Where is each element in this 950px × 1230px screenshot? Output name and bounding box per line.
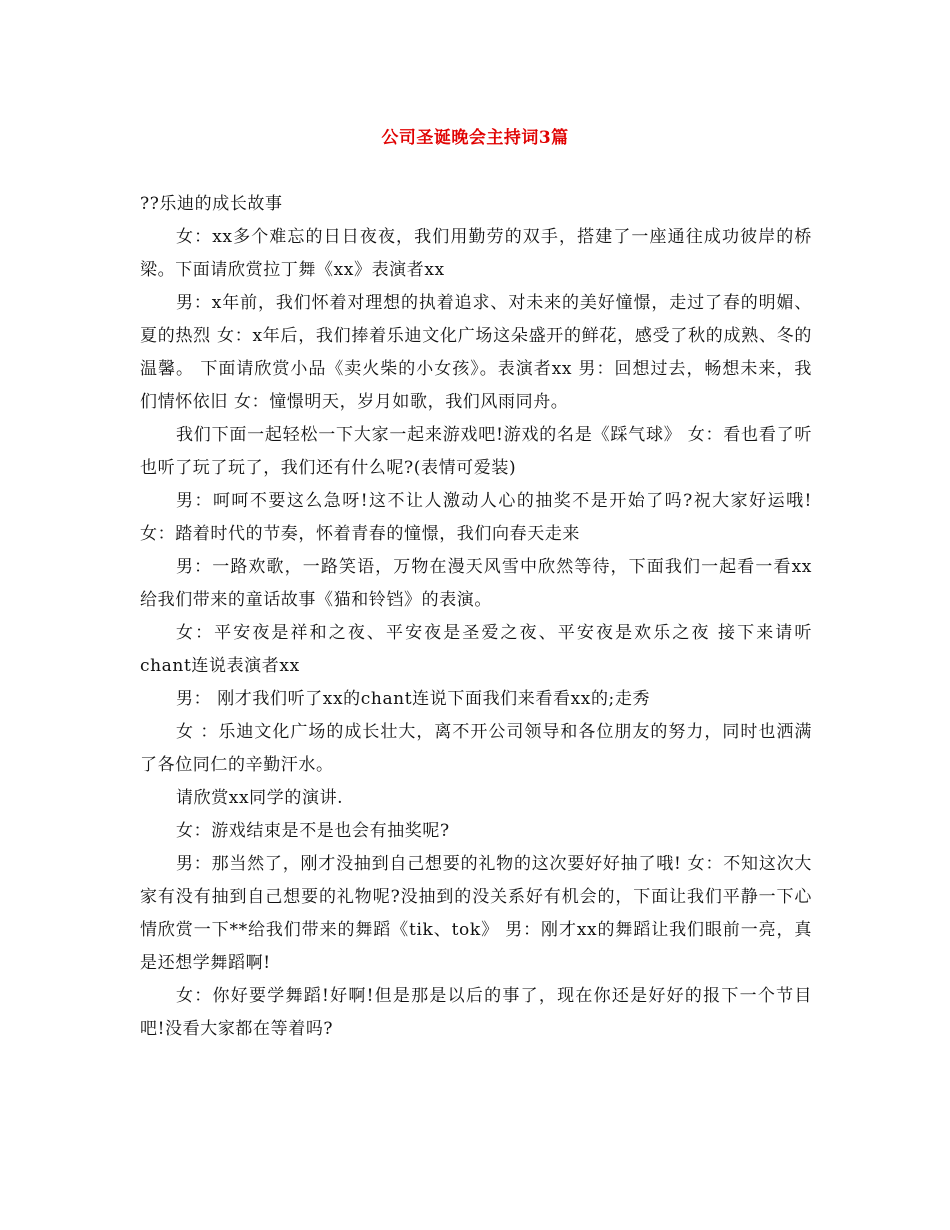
document-body [140,188,812,1046]
paragraph: 女：游戏结束是不是也会有抽奖呢? [176,821,450,841]
paragraph: 男： 刚才我们听了xx的chant连说下面我们来看看xx的;走秀 [176,689,651,709]
paragraph: 女 ：乐迪文化广场的成长壮大，离不开公司领导和各位朋友的努力，同时也洒满了各位同仁的辛勤汗水。 [140,722,812,775]
paragraph: 男：呵呵不要这么急呀!这不让人激动人心的抽奖不是开始了吗?祝大家好运哦! 女：踏着时代的节奏，怀着青春的憧憬，我们向春天走来 [140,491,812,544]
paragraph: 女：xx多个难忘的日日夜夜，我们用勤劳的双手，搭建了一座通往成功彼岸的桥梁。下面请欣赏拉丁舞《xx》表演者xx [140,227,812,280]
paragraph: 男：一路欢歌，一路笑语，万物在漫天风雪中欣然等待，下面我们一起看一看xx给我们带来的童话故事《猫和铃铛》的表演。 [140,557,812,610]
paragraph: ??乐迪的成长故事 [140,194,283,214]
paragraph: 男：x年前，我们怀着对理想的执着追求、对未来的美好憧憬，走过了春的明媚、夏的热烈 女：x年后，我们捧着乐迪文化广场这朵盛开的鲜花，感受了秋的成熟、冬的温馨。 下面请欣赏小品《卖火柴的小女孩》。表演者xx 男：回想过去，畅想未来，我们情怀依旧 女：憧憬明天，岁月如歌，我们风雨同舟。 [140,293,812,412]
paragraph: 男：那当然了，刚才没抽到自己想要的礼物的这次要好好抽了哦! 女：不知这次大家有没有抽到自己想要的礼物呢?没抽到的没关系好有机会的，下面让我们平静一下心情欣赏一下**给我们带来的舞蹈《tik、tok》 男：刚才xx的舞蹈让我们眼前一亮，真是还想学舞蹈啊! [140,854,812,973]
document-title: 公司圣诞晚会主持词3篇 [381,128,569,148]
paragraph: 请欣赏xx同学的演讲. [176,788,344,808]
paragraph: 我们下面一起轻松一下大家一起来游戏吧!游戏的名是《踩气球》 女：看也看了听也听了玩了玩了，我们还有什么呢?(表情可爱装) [140,425,812,478]
paragraph: 女：平安夜是祥和之夜、平安夜是圣爱之夜、平安夜是欢乐之夜 接下来请听chant连说表演者xx [140,623,812,676]
paragraph: 女：你好要学舞蹈!好啊!但是那是以后的事了，现在你还是好好的报下一个节目吧!没看大家都在等着吗? [140,986,812,1039]
